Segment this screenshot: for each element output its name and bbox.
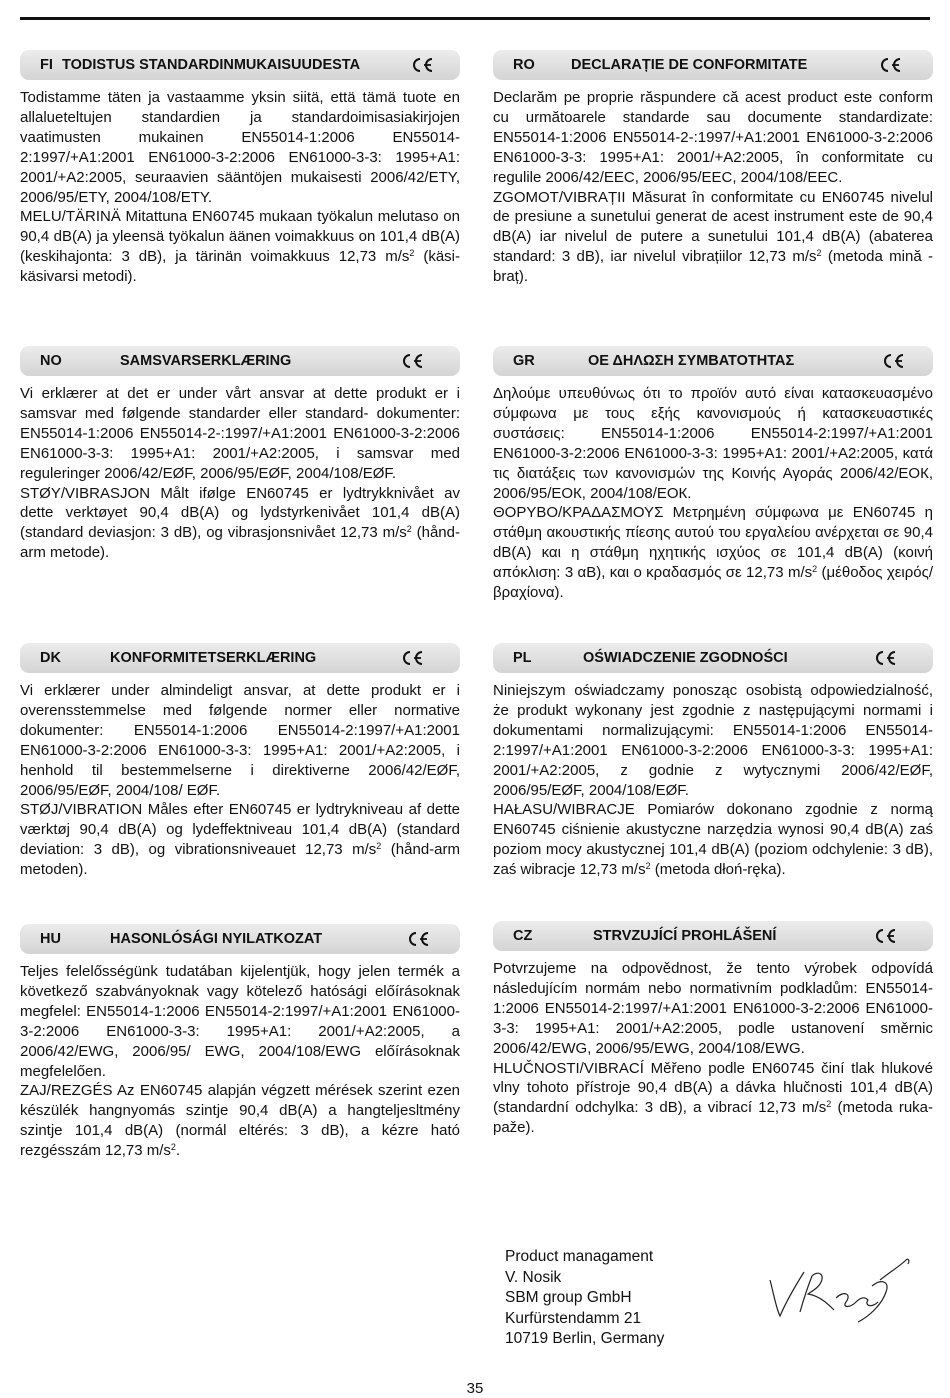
- language-code: FI: [40, 57, 53, 73]
- signature-icon: [760, 1250, 920, 1330]
- signature-street: Kurfürstendamm 21: [505, 1309, 642, 1327]
- signature-city: 10719 Berlin, Germany: [505, 1330, 665, 1347]
- signature-name: V. Nosik: [505, 1268, 562, 1286]
- section-body: [493, 88, 933, 287]
- declaration-hu: [20, 924, 460, 1161]
- section-header: [20, 346, 460, 376]
- language-code: NO: [40, 353, 62, 369]
- section-title: STRVZUJÍCÍ PROHLÁŠENÍ: [593, 928, 777, 944]
- section-title: TODISTUS STANDARDINMUKAISUUDESTA: [62, 57, 361, 73]
- signature-block: [505, 1247, 664, 1350]
- noise-vibration-statement: STØY/VIBRASJON Målt ifølge EN60745 er lydtrykknivået av dette verktøyet 90,4 dB(A) og lydstyrkenivået 101,4 dB(A) (standard deviasjon: 3 dB), og vibrasjonsnivået 12,73 $m/s^2$ (hånd-arm metode).: [20, 484, 460, 562]
- noise-vibration-statement: ZGOMOT/VIBRAȚII Măsurat în conformitate cu EN60745 nivelul de presiune a sunetului generat de acest instrument este de 90,4 dB(A) iar nivelul de putere a sunetului 101,4 dB(A) (abaterea standard: 3 dB), iar nivelul vibrațiilor 12,73 $m/s^2$ (metoda mină - braț).: [493, 188, 933, 286]
- language-code: PL: [513, 650, 532, 666]
- conformity-statement: Potvrzujeme na odpovědnost, že tento výrobek odpovídá následujícím normám nebo normativním podkladům: EN55014-1:2006 EN55014-2:1997/+A1:2001 EN61000-3-2:2006 EN61000-3-3: 1995+A1: 2001/+A2:2005, podle ustanovení směrnic 2006/42/EWG, 2006/95/EWG, 2004/108/EWG.: [493, 960, 933, 1057]
- declaration-cz: [493, 921, 933, 1138]
- section-body: [493, 959, 933, 1138]
- section-header: [493, 643, 933, 673]
- section-body: [493, 681, 933, 880]
- language-code: CZ: [513, 928, 533, 944]
- conformity-statement: Declarăm pe proprie răspundere că acest product este conform cu următoarele standarde sau documente standardizate: EN55014-1:2006 EN55014-2-:1997/+A1:2001 EN61000-3-2:2006 EN61000-3-3: 1995+A1: 2001/+A2:2005, în conformitate cu regulile 2006/42/EEC, 2006/95/EEC, 2004/108/EEC.: [493, 89, 933, 186]
- noise-vibration-statement: HAŁASU/WIBRACJE Pomiarów dokonano zgodnie z normą EN60745 ciśnienie akustyczne narzędzia wynosi 90,4 dB(A) zaś poziom mocy akustycznej 101,4 dB(A) (poziom odchylenie: 3 dB), zaś wibracje 12,73 $m/s^2$ (metoda dłoń-ręka).: [493, 801, 933, 879]
- section-header: [20, 643, 460, 673]
- section-title: ΟΕ ΔΗΛΩΣΗ ΣΥΜΒΑΤΟΤΗΤΑΣ: [588, 353, 795, 369]
- ce-mark-icon: [881, 353, 907, 369]
- signature-role: Product managament: [505, 1248, 654, 1265]
- section-title: OŚWIADCZENIE ZGODNOŚCI: [583, 650, 788, 666]
- conformity-statement: Δηλούμε υπευθύνως ότι το προϊόν αυτό είναι κατασκευασμένο σύμφωνα με τους εξής κανονισμούς ή κατασκευαστικές συστάσεις: EN55014-1:2006 EN55014-2:1997/+A1:2001 EN61000-3-2:2006 EN61000-3-3: 1995+A1: 2001/+A2:2005, κατά τις διατάξεις των κανονισμών της Κοινής Αγοράς 2006/42/ЕОК, 2006/95/ЕОК, 2004/108/ЕОК.: [493, 385, 933, 502]
- section-header: [493, 50, 933, 80]
- noise-vibration-statement: STØJ/VIBRATION Måles efter EN60745 er lydtrykniveau af dette værktøj 90,4 dB(A) og lydeffektniveau 101,4 dB(A) (standard deviation: 3 dB), og vibrationsniveauet 12,73 $m/s^2$ (hånd-arm metoden).: [20, 801, 460, 879]
- section-header: [20, 924, 460, 954]
- section-body: [20, 962, 460, 1161]
- section-title: HASONLÓSÁGI NYILATKOZAT: [110, 931, 323, 947]
- section-title: DECLARAȚIE DE CONFORMITATE: [571, 57, 808, 73]
- conformity-statement: Niniejszym oświadczamy ponosząc osobistą odpowiedzialność, że produkt wykonany jest zgodnie z następującymi normami i dokumentami normalizującymi: EN55014-1:2006 EN55014-2:1997/+A1:2001 EN61000-3-2:2006 EN61000-3-3: 1995+A1: 2001/+A2:2005, z godnie z wytycznymi 2006/42/EØF, 2006/95/EØF, 2004/108/EØF.: [493, 682, 933, 799]
- section-header: [20, 50, 460, 80]
- top-rule: [20, 17, 930, 20]
- language-code: GR: [513, 353, 535, 369]
- signature-company: SBM group GmbH: [505, 1289, 632, 1306]
- noise-vibration-statement: ΘΟΡΥΒΟ/ΚΡΑΔΑΣΜΟΥΣ Μετρημένη σύμφωνα με EN60745 η στάθμη ακουστικής πίεσης αυτού του εργαλείου ανέρχεται σε 90,4 dB(A) και η στάθμη ηχητικής ισχύος σε 101,4 dB(A) (κοινή απόκλιση: 3 αB), και ο κραδασμός σε 12,73 $m/s^2$ (μέθοδος χειρός/βραχίονα).: [493, 504, 933, 602]
- conformity-statement: Vi erklærer at det er under vårt ansvar at dette produkt er i samsvar med følgende standarder eller standard- dokumenter: EN55014-1:2006 EN55014-2-:1997/+A1:2001 EN61000-3-2:2006 EN61000-3-3: 1995+A1: 2001/+A2:2005, i samsvar med reguleringer 2006/42/EØF, 2006/95/EØF, 2004/108/EØF.: [20, 385, 460, 482]
- declaration-ro: [493, 50, 933, 287]
- section-body: [20, 384, 460, 563]
- language-code: RO: [513, 57, 535, 73]
- page-number: 35: [466, 1380, 484, 1397]
- ce-mark-icon: [400, 650, 426, 666]
- declaration-no: [20, 346, 460, 563]
- language-code: HU: [40, 931, 61, 947]
- conformity-statement: Todistamme täten ja vastaamme yksin siitä, että tämä tuote en allalueteltujen standardien ja standardoimisasiakirjojen vaatimusten mukainen EN55014-1:2006 EN55014-2:1997/+A1:2001 EN61000-3-2:2006 EN61000-3-3: 1995+A1: 2001/+A2:2005, seuraavien sääntöjen mukaisesti 2006/42/ETY, 2006/95/ETY, 2004/108/ETY.: [20, 89, 460, 206]
- noise-vibration-statement: HLUČNOSTI/VIBRACÍ Měřeno podle EN60745 činí tlak hlukové vlny tohoto přístroje 90,4 dB(A) a dávka hlučnosti 101,4 dB(A) (standardní odchylka: 3 dB), a vibrací 12,73 $m/s^2$ (metoda ruka-paže).: [493, 1059, 933, 1137]
- ce-mark-icon: [878, 57, 904, 73]
- section-body: [20, 681, 460, 880]
- ce-mark-icon: [400, 353, 426, 369]
- ce-mark-icon: [410, 57, 436, 73]
- ce-mark-icon: [873, 650, 899, 666]
- ce-mark-icon: [406, 931, 432, 947]
- noise-vibration-statement: ZAJ/REZGÉS Az EN60745 alapján végzett mérések szerint ezen készülék hangnyomás szintje 90,4 dB(A) a hangteljesltmény szintje 101,4 dB(A) (normál eltérés: 3 dB), a kézre ható rezgésszám 12,73 $m/s^2$.: [20, 1082, 460, 1160]
- language-code: DK: [40, 650, 61, 666]
- section-header: [493, 921, 933, 951]
- declaration-fi: [20, 50, 460, 287]
- section-title: KONFORMITETSERKLÆRING: [110, 650, 317, 666]
- section-body: [20, 88, 460, 287]
- conformity-statement: Teljes felelősségünk tudatában kijelentjük, hogy jelen termék a következő szabványoknak vagy kötelező hatósági előírásoknak megfelel: EN55014-1:2006 EN55014-2:1997/+A1:2001 EN61000-3-2:2006 EN61000-3-3: 1995+A1: 2001/+A2:2005, a 2006/42/EWG, 2006/95/ EWG, 2004/108/EWG előírásoknak megfelelően.: [20, 963, 460, 1080]
- section-title: SAMSVARSERKLÆRING: [120, 353, 292, 369]
- conformity-statement: Vi erklærer under almindeligt ansvar, at dette produkt er i overensstemmelse med følgende normer eller normative dokumenter: EN55014-1:2006 EN55014-2:1997/+A1:2001 EN61000-3-2:2006 EN61000-3-3: 1995+A1: 2001/+A2:2005, i henhold til bestemmelserne i direktiverne 2006/42/EØF, 2006/95/EØF, 2004/108/ EØF.: [20, 682, 460, 799]
- declaration-pl: [493, 643, 933, 880]
- section-header: [493, 346, 933, 376]
- section-body: [493, 384, 933, 603]
- declaration-dk: [20, 643, 460, 880]
- ce-mark-icon: [873, 928, 899, 944]
- declaration-gr: [493, 346, 933, 603]
- noise-vibration-statement: MELU/TÄRINÄ Mitattuna EN60745 mukaan työkalun melutaso on 90,4 dB(A) ja yleensä työkalun äänen voimakkuus on 101,4 dB(A) (keskihajonta: 3 dB), ja tärinän voimakkuus 12,73 $m/s^2$ (käsi-käsivarsi metodi).: [20, 208, 460, 286]
